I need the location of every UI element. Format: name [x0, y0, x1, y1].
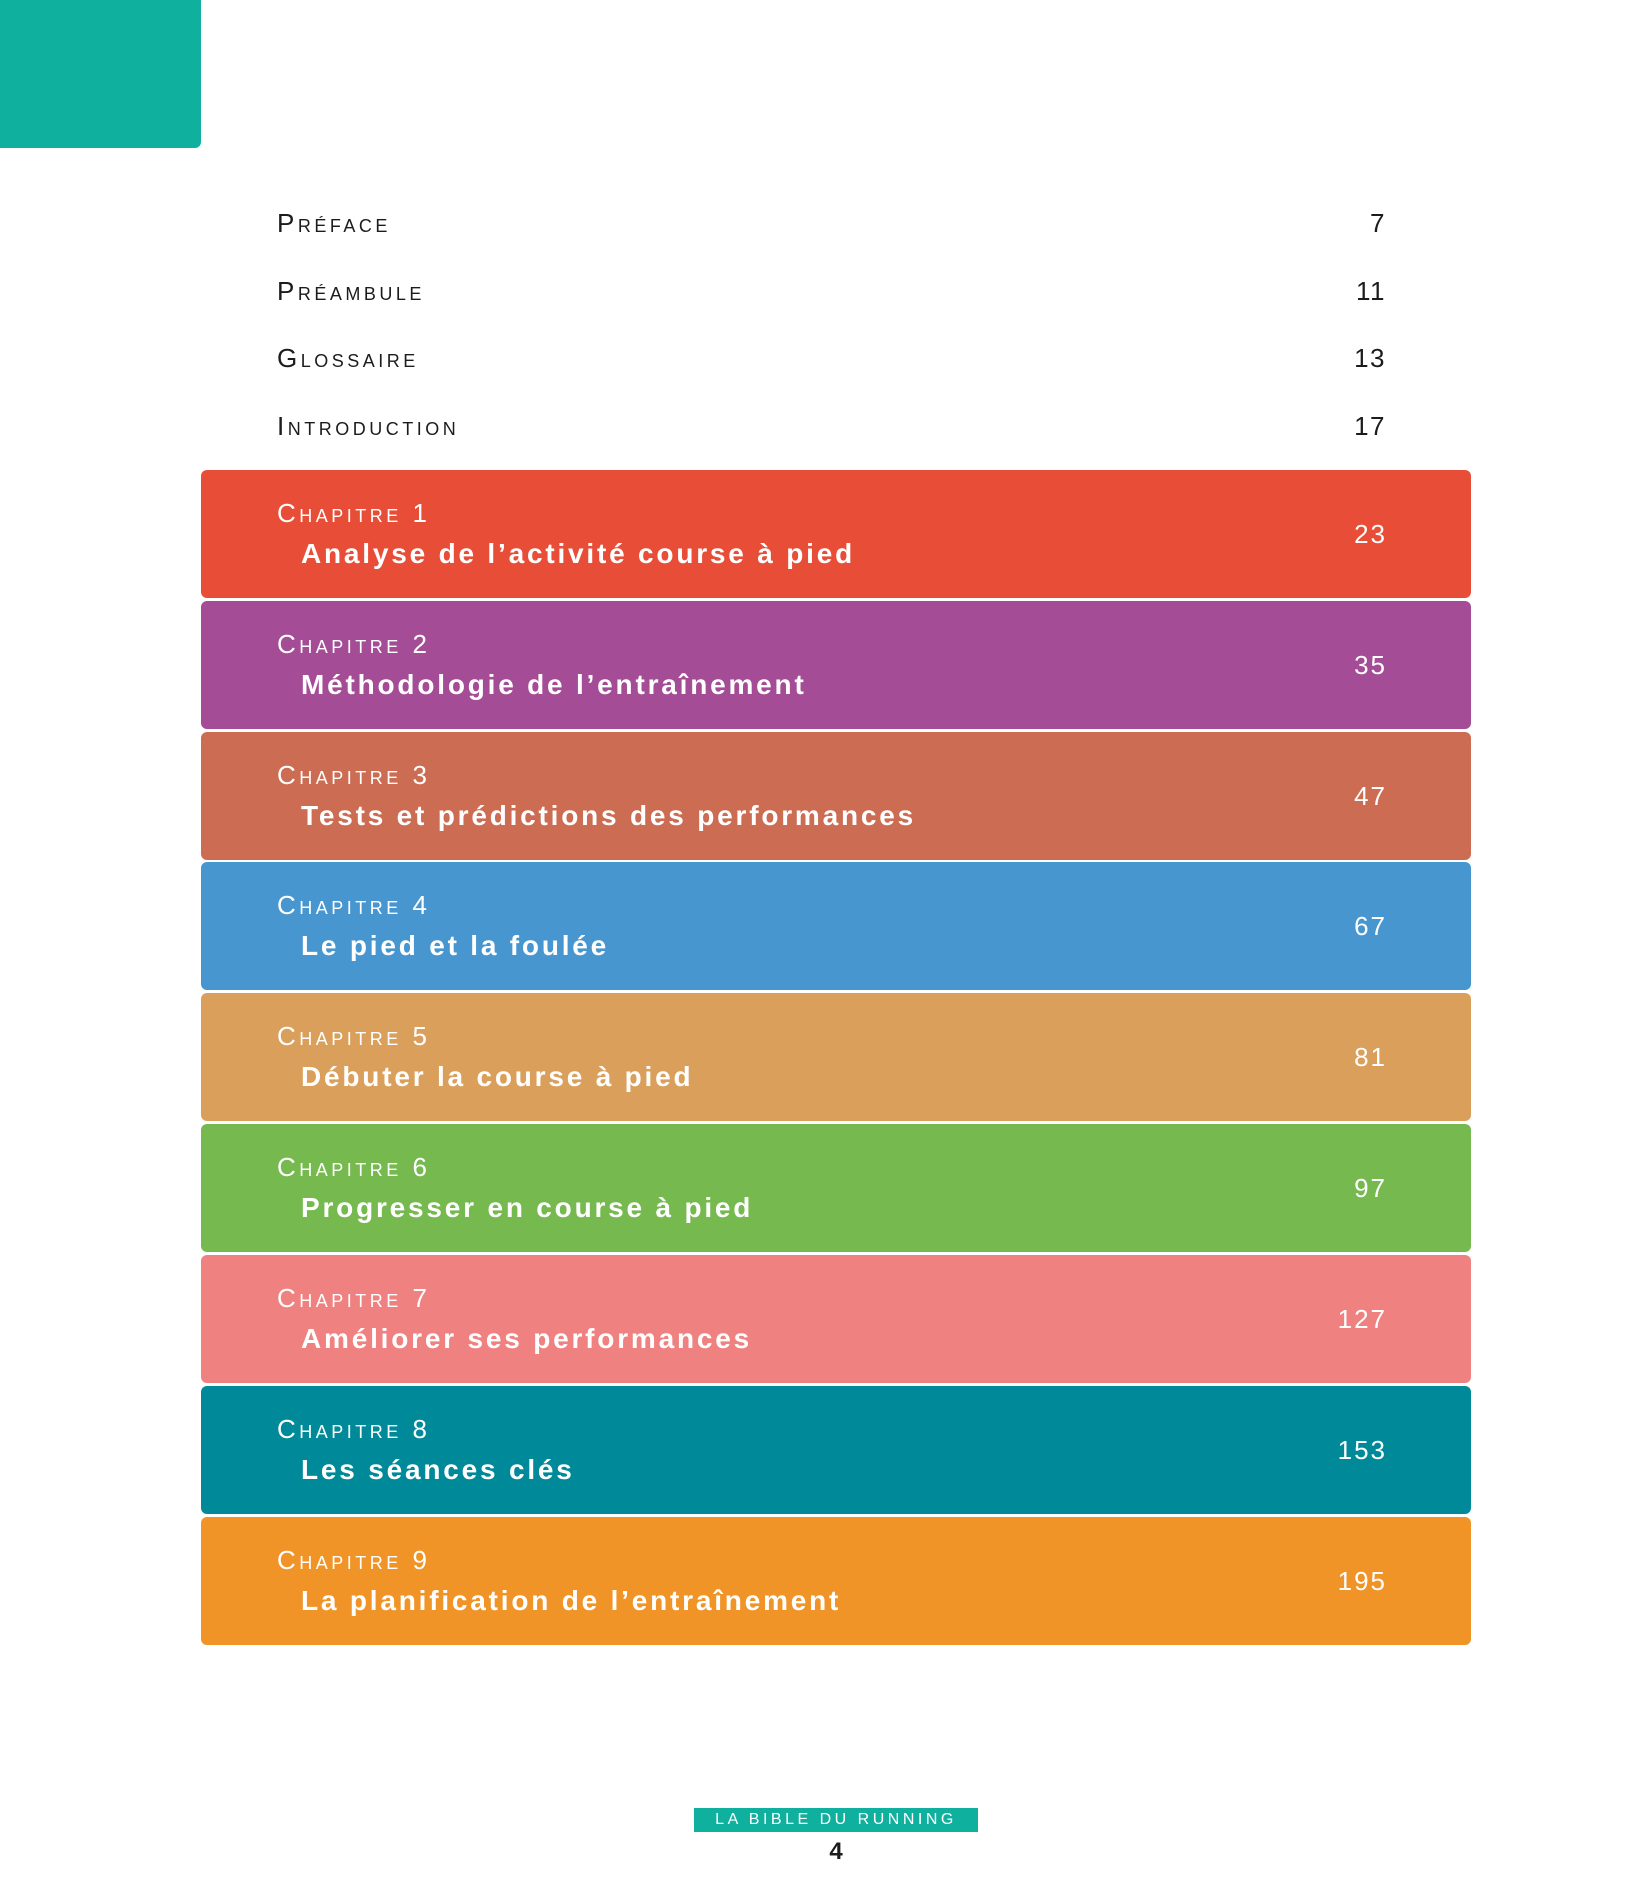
chapter-page: 35: [1354, 649, 1387, 680]
chapter-band-1[interactable]: [201, 470, 1471, 598]
chapter-page: 195: [1337, 1565, 1387, 1596]
toc-entry-page: 11: [1356, 275, 1386, 306]
toc-entry-introduction[interactable]: [277, 396, 1386, 456]
chapter-title: Améliorer ses performances: [301, 1323, 752, 1354]
toc-entry-page: 7: [1370, 207, 1386, 238]
chapter-band-4[interactable]: [201, 862, 1471, 990]
chapter-band-5[interactable]: [201, 993, 1471, 1121]
chapter-title: Les séances clés: [301, 1454, 575, 1485]
chapter-label: Chapitre 4: [277, 890, 431, 920]
chapter-page: 127: [1337, 1303, 1387, 1334]
corner-color-tab: [0, 0, 201, 148]
toc-entry-glossaire[interactable]: [277, 328, 1386, 388]
chapter-page: 23: [1354, 518, 1387, 549]
toc-entry-page: 17: [1354, 410, 1386, 441]
footer-book-title: LA BIBLE DU RUNNING: [694, 1808, 978, 1832]
chapter-page: 47: [1354, 780, 1387, 811]
chapter-band-8[interactable]: [201, 1386, 1471, 1514]
chapter-label: Chapitre 9: [277, 1545, 431, 1575]
chapter-title: Progresser en course à pied: [301, 1192, 754, 1223]
chapter-title: Le pied et la foulée: [301, 930, 610, 961]
chapter-page: 81: [1354, 1041, 1387, 1072]
toc-entry-preambule[interactable]: [277, 261, 1386, 321]
chapter-band-6[interactable]: [201, 1124, 1471, 1252]
toc-entry-label: Préambule: [277, 275, 425, 306]
chapter-band-3[interactable]: [201, 732, 1471, 860]
chapter-label: Chapitre 2: [277, 629, 431, 659]
chapter-label: Chapitre 1: [277, 498, 431, 528]
chapter-page: 153: [1337, 1434, 1387, 1465]
chapter-band-7[interactable]: [201, 1255, 1471, 1383]
footer-page-number: 4: [829, 1838, 843, 1865]
chapter-title: Débuter la course à pied: [301, 1061, 694, 1092]
toc-entry-label: Introduction: [277, 410, 460, 441]
chapter-label: Chapitre 3: [277, 760, 431, 790]
chapter-title: Analyse de l’activité course à pied: [301, 538, 855, 569]
chapter-title: Méthodologie de l’entraînement: [301, 669, 807, 700]
chapter-label: Chapitre 7: [277, 1283, 431, 1313]
chapter-band-9[interactable]: [201, 1517, 1471, 1645]
chapter-label: Chapitre 5: [277, 1021, 431, 1051]
chapter-label: Chapitre 8: [277, 1414, 431, 1444]
chapter-title: La planification de l’entraînement: [301, 1585, 842, 1616]
chapter-page: 67: [1354, 910, 1387, 941]
chapter-page: 97: [1354, 1172, 1387, 1203]
toc-entry-page: 13: [1354, 342, 1386, 373]
toc-entry-label: Glossaire: [277, 342, 419, 373]
toc-entry-preface[interactable]: [277, 193, 1386, 253]
chapter-title: Tests et prédictions des performances: [301, 800, 917, 831]
toc-entry-label: Préface: [277, 207, 391, 238]
chapter-label: Chapitre 6: [277, 1152, 431, 1182]
chapter-band-2[interactable]: [201, 601, 1471, 729]
